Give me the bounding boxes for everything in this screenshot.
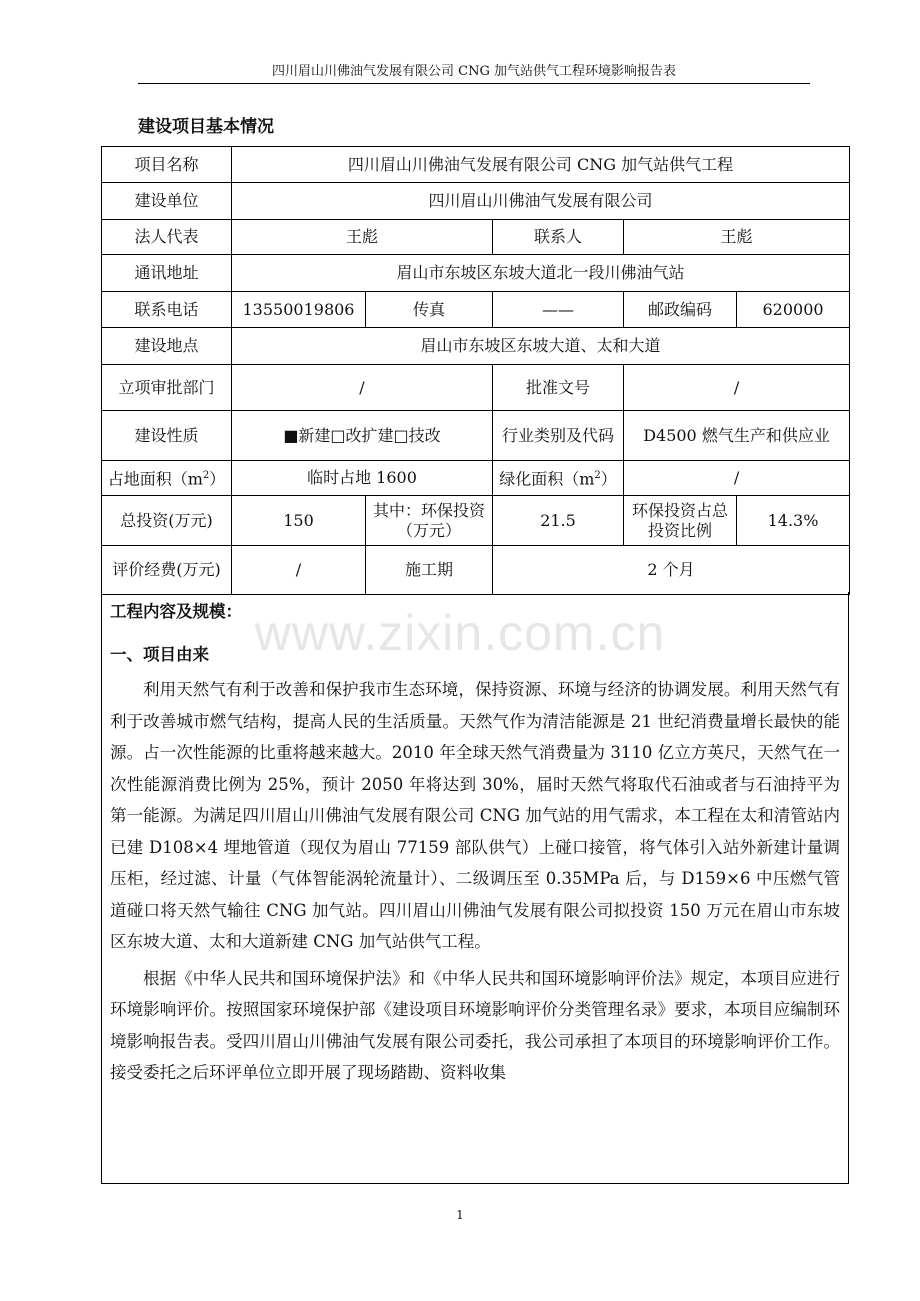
table-label: 项目名称 bbox=[102, 147, 232, 183]
table-value: D4500 燃气生产和供应业 bbox=[624, 411, 850, 461]
table-value: 13550019806 bbox=[232, 292, 366, 328]
table-value: —— bbox=[493, 292, 624, 328]
table-value: 王彪 bbox=[624, 220, 850, 255]
table-row bbox=[102, 411, 850, 461]
table-value: / bbox=[624, 461, 850, 496]
table-label: 法人代表 bbox=[102, 220, 232, 255]
table-label: 建设地点 bbox=[102, 328, 232, 365]
project-info-table bbox=[101, 146, 850, 595]
page-number: 1 bbox=[456, 1208, 464, 1222]
table-row bbox=[102, 147, 850, 183]
table-label: 环保投资占总投资比例 bbox=[624, 496, 737, 546]
table-label: 占地面积$(m^2)$ bbox=[102, 461, 232, 496]
table-value: 四川眉山川佛油气发展有限公司 bbox=[232, 183, 850, 220]
table-label: 总投资(万元) bbox=[102, 496, 232, 546]
table-row bbox=[102, 365, 850, 411]
table-label: 施工期 bbox=[366, 546, 493, 595]
table-row bbox=[102, 183, 850, 220]
table-label: 行业类别及代码 bbox=[493, 411, 624, 461]
watermark: www.zixin.com.cn bbox=[254, 605, 666, 661]
table-value: / bbox=[624, 365, 850, 411]
table-row bbox=[102, 220, 850, 255]
table-label: 联系电话 bbox=[102, 292, 232, 328]
table-value: 眉山市东坡区东坡大道北一段川佛油气站 bbox=[232, 255, 850, 292]
table-value: 2 个月 bbox=[493, 546, 850, 595]
table-label: 其中：环保投资（万元） bbox=[366, 496, 493, 546]
table-label: 通讯地址 bbox=[102, 255, 232, 292]
table-label: 立项审批部门 bbox=[102, 365, 232, 411]
content-heading: 工程内容及规模： bbox=[110, 602, 242, 621]
table-value: 临时占地 1600 bbox=[232, 461, 493, 496]
content-subheading: 一、项目由来 bbox=[110, 645, 209, 664]
table-label: 建设性质 bbox=[102, 411, 232, 461]
table-label: 批准文号 bbox=[493, 365, 624, 411]
project-content-section bbox=[101, 592, 849, 1184]
table-label: 绿化面积$(m^2)$ bbox=[493, 461, 624, 496]
table-row bbox=[102, 546, 850, 595]
table-value: 王彪 bbox=[232, 220, 493, 255]
table-label: 联系人 bbox=[493, 220, 624, 255]
table-value: 620000 bbox=[737, 292, 850, 328]
paragraph: 利用天然气有利于改善和保护我市生态环境，保持资源、环境与经济的协调发展。利用天然气有利于改善城市燃气结构，提高人民的生活质量。天然气作为清洁能源是 21 世纪消费量增长最快的能源。占一次性能源的比重将越来越大。2010 年全球天然气消费量为 3110 亿立方英尺，天然气在一次性能源消费比例为 25%，预计 2050 年将达到 30%，届时天然气将取代石油或者与石油持平为第一能源。为满足四川眉山川佛油气发展有限公司 CNG 加气站的用气需求，本工程在太和清管站内已建 D108×4 埋地管道（现仅为眉山 77159 部队供气）上碰口接管，将气体引入站外新建计量调压柜，经过滤、计量（气体智能涡轮流量计）、二级调压至 0.35MPa 后，与 D159×6 中压燃气管道碰口将天然气输往 CNG 加气站。四川眉山川佛油气发展有限公司拟投资 150 万元在眉山市东坡区东坡大道、太和大道新建 CNG 加气站供气工程。 bbox=[110, 680, 840, 951]
table-label: 评价经费(万元) bbox=[102, 546, 232, 595]
paragraph: 根据《中华人民共和国环境保护法》和《中华人民共和国环境影响评价法》规定，本项目应进行环境影响评价。按照国家环境保护部《建设项目环境影响评价分类管理名录》要求，本项目应编制环境影响报告表。受四川眉山川佛油气发展有限公司委托，我公司承担了本项目的环境影响评价工作。接受委托之后环评单位立即开展了现场踏勘、资料收集 bbox=[110, 968, 840, 1082]
section-title: 建设项目基本情况 bbox=[138, 117, 274, 137]
table-value: 四川眉山川佛油气发展有限公司 CNG 加气站供气工程 bbox=[232, 147, 850, 183]
table-row bbox=[102, 496, 850, 546]
table-row bbox=[102, 461, 850, 496]
table-value: 150 bbox=[232, 496, 366, 546]
table-value: / bbox=[232, 546, 366, 595]
table-row bbox=[102, 255, 850, 292]
table-row bbox=[102, 328, 850, 365]
table-label: 建设单位 bbox=[102, 183, 232, 220]
page-header: 四川眉山川佛油气发展有限公司 CNG 加气站供气工程环境影响报告表 bbox=[138, 62, 810, 84]
table-label: 邮政编码 bbox=[624, 292, 737, 328]
table-row bbox=[102, 292, 850, 328]
table-value: ■新建□改扩建□技改 bbox=[232, 411, 493, 461]
table-value: / bbox=[232, 365, 493, 411]
table-value: 14.3% bbox=[737, 496, 850, 546]
table-label: 传真 bbox=[366, 292, 493, 328]
table-value: 眉山市东坡区东坡大道、太和大道 bbox=[232, 328, 850, 365]
table-value: 21.5 bbox=[493, 496, 624, 546]
